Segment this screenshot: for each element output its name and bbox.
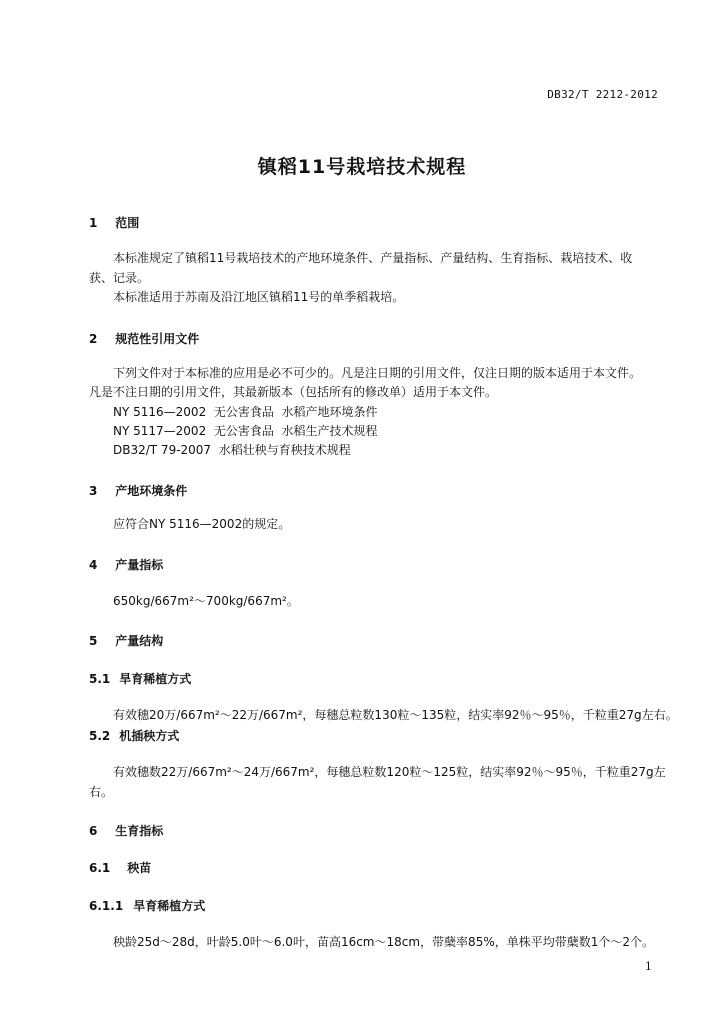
paragraph-line: 有效穗数22万/667m²～24万/667m²，每穗总粒数120粒～125粒，结实率92％～95％，千粒重27g左 [113, 765, 666, 779]
section-title: 产地环境条件 [115, 484, 188, 498]
section-heading-6-1-1 [89, 897, 205, 914]
paragraph-line: 右。 [89, 785, 114, 799]
section-number: 6.1.1 [89, 899, 124, 913]
section-number: 5 [89, 634, 98, 648]
paragraph-line: 本标准适用于苏南及沿江地区镇稻11号的单季稻栽培。 [113, 290, 405, 304]
section-heading-5-1 [89, 670, 191, 687]
section-number: 1 [89, 216, 98, 230]
section-heading-3 [89, 482, 187, 499]
section-number: 5.2 [89, 729, 111, 743]
section-number: 5.1 [89, 672, 111, 686]
section-number: 6.1 [89, 861, 111, 875]
paragraph-line: 下列文件对于本标准的应用是必不可少的。凡是注日期的引用文件，仅注日期的版本适用于本文件。 [113, 366, 642, 380]
section-title: 生育指标 [115, 824, 164, 838]
section-heading-1 [89, 214, 139, 231]
section-title: 产量结构 [115, 634, 164, 648]
section-title: 旱育稀植方式 [133, 899, 206, 913]
section-heading-5 [89, 632, 163, 649]
document-title: 镇稻11号栽培技术规程 [257, 156, 467, 178]
reference-item: NY 5117—2002 无公害食品 水稻生产技术规程 [113, 424, 378, 438]
section-number: 2 [89, 332, 98, 346]
section-heading-5-2 [89, 727, 179, 744]
section-title: 机插秧方式 [119, 729, 180, 743]
paragraph-line: 凡是不注日期的引用文件，其最新版本（包括所有的修改单）适用于本文件。 [89, 385, 498, 399]
section-heading-6 [89, 822, 163, 839]
paragraph-line: 获、记录。 [89, 271, 150, 285]
section-title: 产量指标 [115, 558, 164, 572]
section-number: 3 [89, 484, 98, 498]
reference-item: DB32/T 79-2007 水稻壮秧与育秧技术规程 [113, 443, 351, 457]
paragraph-line: 应符合NY 5116—2002的规定。 [113, 517, 291, 531]
paragraph-line: 本标准规定了镇稻11号栽培技术的产地环境条件、产量指标、产量结构、生育指标、栽培技术、收 [113, 251, 633, 265]
paragraph-line: 650kg/667m²～700kg/667m²。 [113, 594, 299, 608]
section-number: 4 [89, 558, 98, 572]
standard-code: DB32/T 2212-2012 [547, 88, 658, 101]
section-title: 旱育稀植方式 [119, 672, 192, 686]
section-heading-6-1 [89, 859, 151, 876]
section-title: 范围 [115, 216, 140, 230]
paragraph-line: 秧龄25d～28d，叶龄5.0叶～6.0叶，苗高16cm～18cm，带蘖率85%，单株平均带蘖数1个～2个。 [113, 935, 654, 949]
section-heading-4 [89, 556, 163, 573]
section-title: 秧苗 [127, 861, 152, 875]
paragraph-line: 有效穗20万/667m²～22万/667m²，每穗总粒数130粒～135粒，结实率92％～95％，千粒重27g左右。 [113, 708, 678, 722]
section-title: 规范性引用文件 [115, 332, 200, 346]
page-number: 1 [645, 960, 652, 973]
reference-item: NY 5116—2002 无公害食品 水稻产地环境条件 [113, 405, 378, 419]
section-heading-2 [89, 330, 199, 347]
section-number: 6 [89, 824, 98, 838]
